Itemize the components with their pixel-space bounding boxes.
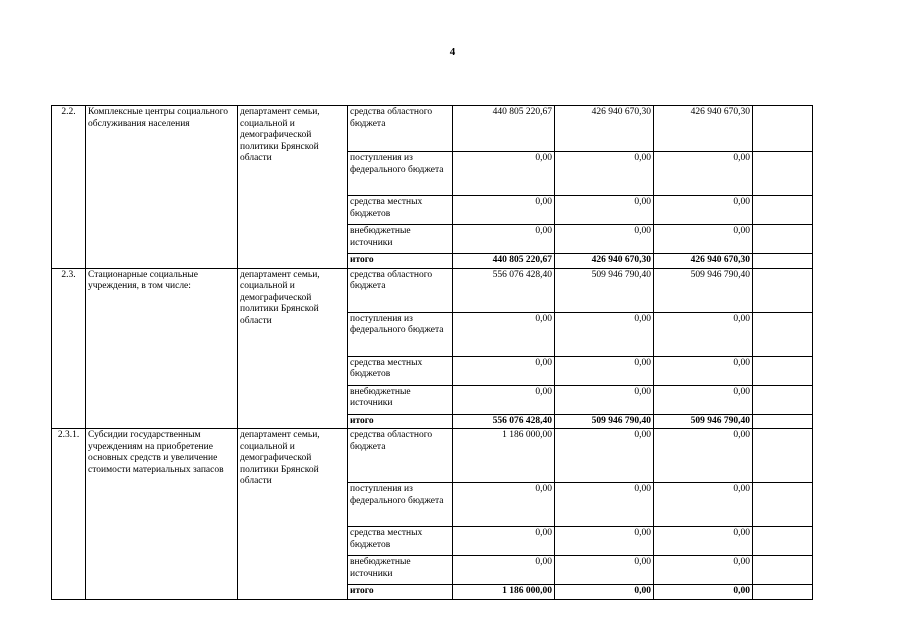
amount-year-3: 0,00: [654, 385, 753, 414]
amount-year-1: 0,00: [453, 556, 555, 585]
amount-year-2: 0,00: [555, 527, 654, 556]
empty-cell: [753, 585, 813, 600]
page-number: 4: [449, 46, 456, 58]
table-row: [52, 268, 813, 312]
amount-year-2: 426 940 670,30: [555, 106, 654, 152]
empty-cell: [753, 385, 813, 414]
funding-source: итого: [348, 254, 453, 269]
amount-year-3: 0,00: [654, 429, 753, 483]
budget-table: [51, 105, 813, 600]
funding-source: внебюджетные источники: [348, 556, 453, 585]
amount-year-1: 0,00: [453, 527, 555, 556]
amount-year-2: 0,00: [555, 429, 654, 483]
amount-year-2: 0,00: [555, 385, 654, 414]
funding-source: средства областного бюджета: [348, 429, 453, 483]
funding-source: итого: [348, 414, 453, 429]
amount-year-1: 1 186 000,00: [453, 429, 555, 483]
amount-year-1: 440 805 220,67: [453, 106, 555, 152]
funding-source: итого: [348, 585, 453, 600]
amount-year-3: 509 946 790,40: [654, 268, 753, 312]
amount-year-1: 0,00: [453, 356, 555, 385]
amount-year-1: 1 186 000,00: [453, 585, 555, 600]
section-number: 2.2.: [52, 106, 86, 269]
empty-cell: [753, 152, 813, 196]
amount-year-3: 0,00: [654, 196, 753, 225]
amount-year-1: 0,00: [453, 312, 555, 356]
amount-year-3: 0,00: [654, 527, 753, 556]
amount-year-2: 509 946 790,40: [555, 268, 654, 312]
section-number: 2.3.: [52, 268, 86, 429]
amount-year-3: 0,00: [654, 585, 753, 600]
funding-source: средства областного бюджета: [348, 106, 453, 152]
table-row: [52, 106, 813, 152]
amount-year-1: 0,00: [453, 225, 555, 254]
empty-cell: [753, 429, 813, 483]
section-name: Комплексные центры социального обслуживания населения: [86, 106, 238, 269]
amount-year-2: 426 940 670,30: [555, 254, 654, 269]
amount-year-3: 0,00: [654, 556, 753, 585]
amount-year-3: 426 940 670,30: [654, 106, 753, 152]
funding-source: средства местных бюджетов: [348, 196, 453, 225]
funding-source: поступления из федерального бюджета: [348, 312, 453, 356]
empty-cell: [753, 106, 813, 152]
amount-year-3: 0,00: [654, 225, 753, 254]
amount-year-2: 0,00: [555, 196, 654, 225]
funding-source: средства местных бюджетов: [348, 356, 453, 385]
empty-cell: [753, 356, 813, 385]
section-executor: департамент семьи, социальной и демографической политики Брянской области: [238, 429, 348, 600]
amount-year-2: 0,00: [555, 483, 654, 527]
amount-year-1: 0,00: [453, 152, 555, 196]
funding-source: средства областного бюджета: [348, 268, 453, 312]
amount-year-2: 0,00: [555, 356, 654, 385]
empty-cell: [753, 556, 813, 585]
amount-year-3: 426 940 670,30: [654, 254, 753, 269]
amount-year-2: 0,00: [555, 152, 654, 196]
funding-source: внебюджетные источники: [348, 385, 453, 414]
amount-year-1: 556 076 428,40: [453, 414, 555, 429]
funding-source: поступления из федерального бюджета: [348, 483, 453, 527]
table-row: [52, 429, 813, 483]
amount-year-2: 0,00: [555, 585, 654, 600]
funding-source: внебюджетные источники: [348, 225, 453, 254]
amount-year-3: 0,00: [654, 312, 753, 356]
amount-year-3: 509 946 790,40: [654, 414, 753, 429]
amount-year-3: 0,00: [654, 356, 753, 385]
section-name: Стационарные социальные учреждения, в том числе:: [86, 268, 238, 429]
empty-cell: [753, 414, 813, 429]
empty-cell: [753, 527, 813, 556]
funding-source: средства местных бюджетов: [348, 527, 453, 556]
empty-cell: [753, 268, 813, 312]
amount-year-3: 0,00: [654, 483, 753, 527]
section-name: Субсидии государственным учреждениям на приобретение основных средств и увеличение стоимости материальных запасов: [86, 429, 238, 600]
section-executor: департамент семьи, социальной и демографической политики Брянской области: [238, 268, 348, 429]
empty-cell: [753, 196, 813, 225]
amount-year-1: 0,00: [453, 196, 555, 225]
section-executor: департамент семьи, социальной и демографической политики Брянской области: [238, 106, 348, 269]
amount-year-1: 440 805 220,67: [453, 254, 555, 269]
amount-year-2: 509 946 790,40: [555, 414, 654, 429]
amount-year-2: 0,00: [555, 225, 654, 254]
amount-year-3: 0,00: [654, 152, 753, 196]
empty-cell: [753, 254, 813, 269]
amount-year-2: 0,00: [555, 556, 654, 585]
empty-cell: [753, 312, 813, 356]
amount-year-1: 556 076 428,40: [453, 268, 555, 312]
section-number: 2.3.1.: [52, 429, 86, 600]
funding-source: поступления из федерального бюджета: [348, 152, 453, 196]
amount-year-1: 0,00: [453, 483, 555, 527]
empty-cell: [753, 483, 813, 527]
amount-year-1: 0,00: [453, 385, 555, 414]
amount-year-2: 0,00: [555, 312, 654, 356]
empty-cell: [753, 225, 813, 254]
